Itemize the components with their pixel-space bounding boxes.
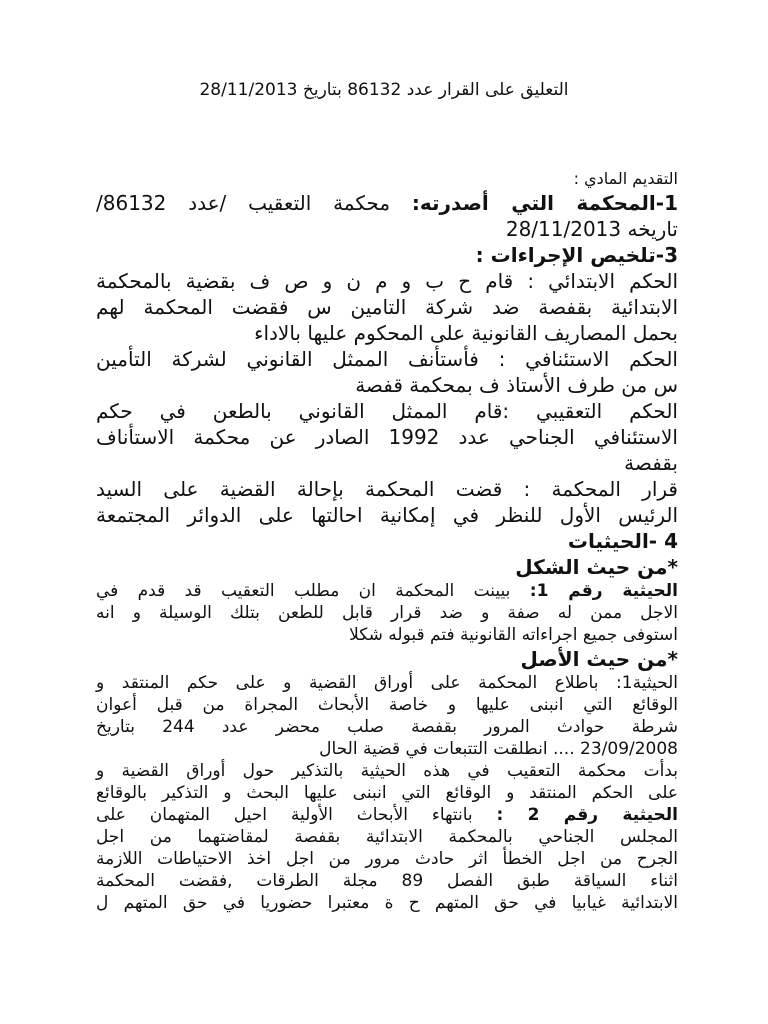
section-4-heading: 4 -الحيثيات — [567, 529, 678, 553]
primary-ruling-line-1: الحكم الابتدائي : قام ح ب و م ن و ص ف بقضية بالمحكمة — [96, 269, 678, 293]
document-title: التعليق على القرار عدد 86132 بتاريخ 28/11/2013 — [199, 80, 569, 100]
recital-2-label: الحيثية رقم 2 : — [496, 805, 678, 825]
recital-1-label: الحيثية رقم 1: — [529, 581, 678, 601]
substance-subheading: *من حيث الأصل — [520, 647, 678, 671]
substance-line-6: على الحكم المنتقد و الوقائع التي انبنى عليها البحث و التذكير بالوقائع — [96, 783, 678, 803]
recital-1-text: بيينت المحكمة ان مطلب التعقيب قد قدم في — [96, 581, 511, 601]
section-1-text: محكمة التعقيب /عدد 86132/ — [96, 191, 391, 215]
recital-2-text: بانتهاء الأبحاث الأولية احيل المتهمان على — [96, 805, 473, 825]
document-body — [96, 168, 678, 914]
primary-ruling-line-3: بحمل المصاريف القانونية على المحكوم عليها بالاداء — [254, 321, 678, 345]
cassation-ruling-line-1: الحكم التعقيبي :قام الممثل القانوني بالطعن في حكم — [96, 399, 678, 423]
recital-2-line-4: اثناء السياقة طبق الفصل 89 مجلة الطرقات ,فقضت المحكمة — [96, 871, 679, 891]
substance-line-4: 23/09/2008 .... انطلقت التتبعات في قضية الحال — [319, 739, 678, 759]
section-1-line-1 — [96, 190, 678, 216]
appeal-ruling-line-1: الحكم الاستئنافي : فأستأنف الممثل القانوني لشركة التأمين — [96, 347, 678, 371]
cassation-ruling-line-2: الاستئنافي الجناحي عدد 1992 الصادر عن محكمة الاستأناف — [96, 425, 678, 449]
intro-heading: التقديم المادي : — [573, 169, 678, 188]
section-1-heading: 1-المحكمة التي أصدرته: — [411, 191, 679, 215]
substance-line-5: بدأت محكمة التعقيب في هذه الحيثية بالتذكير حول أوراق القضية و — [96, 761, 678, 781]
recital-1-line-1 — [96, 580, 678, 602]
recital-2-line-3: الجرح من اجل الخطأ اثر حادث مرور من اجل اخذ الاحتياطات اللازمة — [96, 849, 678, 869]
substance-line-2: الوقائع التي انبنى عليها و خاصة الأبحاث المجراة من قبل أعوان — [96, 695, 678, 715]
recital-1-line-2: الاجل ممن له صفة و ضد قرار قابل للطعن بتلك الوسيلة و انه — [96, 603, 678, 623]
substance-line-1: الحيثية1: باطلاع المحكمة على أوراق القضية و على حكم المنتقد و — [96, 673, 678, 693]
court-decision-line-2: الرئيس الأول للنظر في إمكانية احالتها على الدوائر المجتمعة — [96, 503, 678, 527]
section-3-heading: 3-تلخيص الإجراءات : — [475, 243, 678, 267]
cassation-ruling-line-3: بقفصة — [624, 451, 678, 475]
substance-line-3: شرطة حوادث المرور بقفصة صلب محضر عدد 244 بتاريخ — [96, 717, 678, 737]
recital-2-line-5: الابتدائية غيابيا في حق المتهم ح ة معتبرا حضوريا في حق المتهم ل — [96, 893, 678, 913]
appeal-ruling-line-2: س من طرف الأستاذ ف بمحكمة قفصة — [355, 373, 678, 397]
form-subheading: *من حيث الشكل — [515, 555, 678, 579]
section-1-line-2: تاريخه 28/11/2013 — [505, 217, 678, 241]
court-decision-line-1: قرار المحكمة : قضت المحكمة بإحالة القضية على السيد — [96, 477, 678, 501]
recital-2-line-2: المجلس الجناحي بالمحكمة الابتدائية بقفصة لمقاضتهما من اجل — [96, 827, 678, 847]
recital-2-line-1 — [96, 804, 678, 826]
primary-ruling-line-2: الابتدائية بقفصة ضد شركة التامين س فقضت المحكمة لهم — [96, 295, 678, 319]
recital-1-line-3: استوفى جميع اجراءاته القانونية فتم قبوله شكلا — [349, 625, 678, 645]
